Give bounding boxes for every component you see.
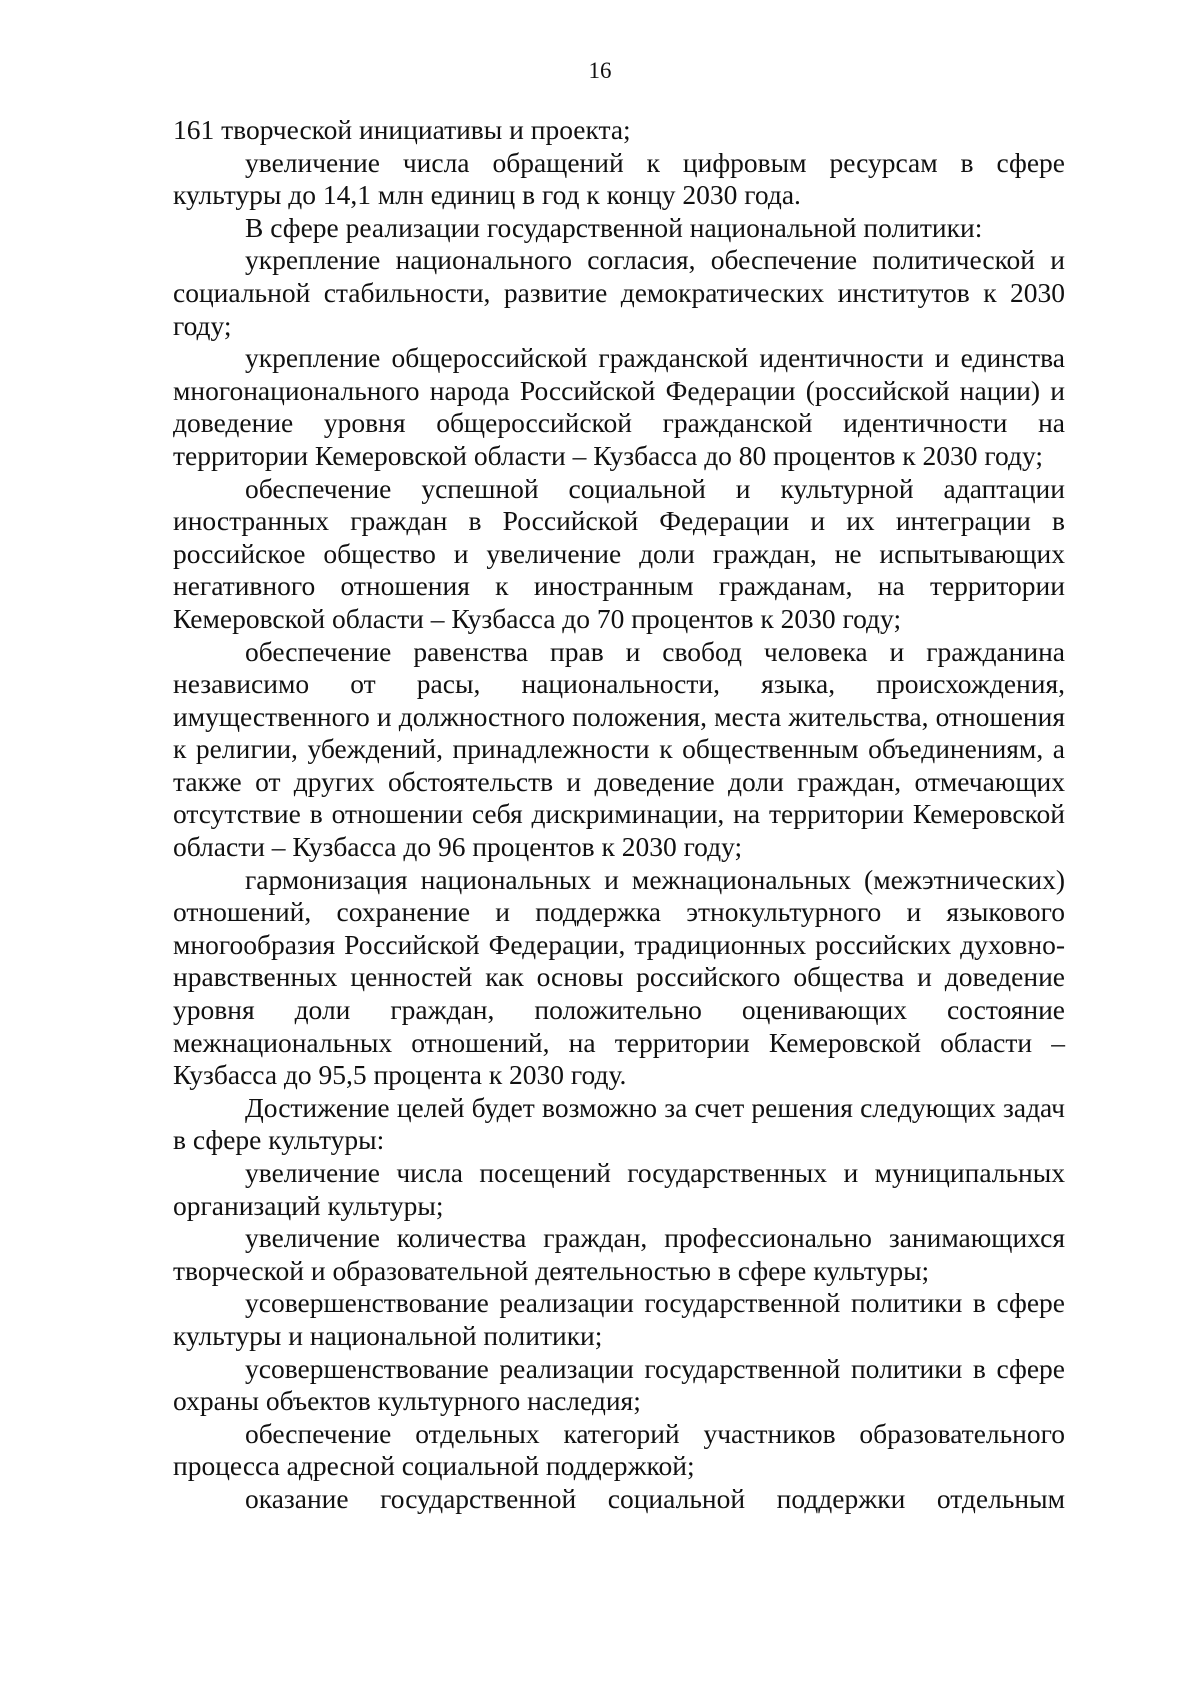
paragraph-digital-resources: увеличение числа обращений к цифровым ресурсам в сфере культуры до 14,1 млн единиц в год к концу 2030 года. — [173, 146, 1065, 211]
paragraph-professionals-increase: увеличение количества граждан, профессионально занимающихся творческой и образовательной деятельностью в сфере культуры; — [173, 1222, 1065, 1286]
paragraph-foreign-citizens-adaptation: обеспечение успешной социальной и культурной адаптации иностранных граждан в Российской Федерации и их интеграции в российское общество и увеличение доли граждан, не испытывающих негативного отношения к иностранным гражданам, на территории Кемеровской области – Кузбасса до 70 процентов к 2030 году; — [173, 472, 1065, 634]
paragraph-goals-tasks: Достижение целей будет возможно за счет решения следующих задач в сфере культуры: — [173, 1091, 1065, 1156]
paragraph-national-consent: укрепление национального согласия, обеспечение политической и социальной стабильности, развитие демократических институтов к 2030 году; — [173, 244, 1065, 341]
paragraph-interethnic-harmony: гармонизация национальных и межнациональных (межэтнических) отношений, сохранение и поддержка этнокультурного и языкового многообразия Российской Федерации, традиционных российских духовно-нравственных ценностей как основы российского общества и доведение уровня доли граждан, положительно оценивающих состояние межнациональных отношений, на территории Кемеровской области – Кузбасса до 95,5 процента к 2030 году. — [173, 863, 1065, 1091]
paragraph-culture-policy-improvement: усовершенствование реализации государственной политики в сфере культуры и национальной политики; — [173, 1287, 1065, 1351]
document-body — [173, 114, 1065, 1516]
page-number: 16 — [588, 58, 612, 83]
paragraph-national-policy-heading: В сфере реализации государственной национальной политики: — [245, 211, 983, 243]
paragraph-continuation: 161 творческой инициативы и проекта; — [173, 114, 631, 145]
paragraph-social-support: оказание государственной социальной поддержки отдельным — [245, 1482, 1065, 1514]
paragraph-education-support: обеспечение отдельных категорий участников образовательного процесса адресной социальной поддержкой; — [173, 1417, 1065, 1482]
paragraph-civic-identity: укрепление общероссийской гражданской идентичности и единства многонационального народа Российской Федерации (российской нации) и доведение уровня общероссийской гражданской идентичности на территории Кемеровской области – Кузбасса до 80 процентов к 2030 году; — [173, 342, 1065, 471]
paragraph-visits-increase: увеличение числа посещений государственных и муниципальных организаций культуры; — [173, 1157, 1065, 1221]
paragraph-equal-rights: обеспечение равенства прав и свобод человека и гражданина независимо от расы, национальности, языка, происхождения, имущественного и должностного положения, места жительства, отношения к религии, убеждений, принадлежности к общественным объединениям, а также от других обстоятельств и доведение доли граждан, отмечающих отсутствие в отношении себя дискриминации, на территории Кемеровской области – Кузбасса до 96 процентов к 2030 году; — [173, 635, 1065, 863]
paragraph-heritage-policy-improvement: усовершенствование реализации государственной политики в сфере охраны объектов культурного наследия; — [173, 1352, 1065, 1417]
